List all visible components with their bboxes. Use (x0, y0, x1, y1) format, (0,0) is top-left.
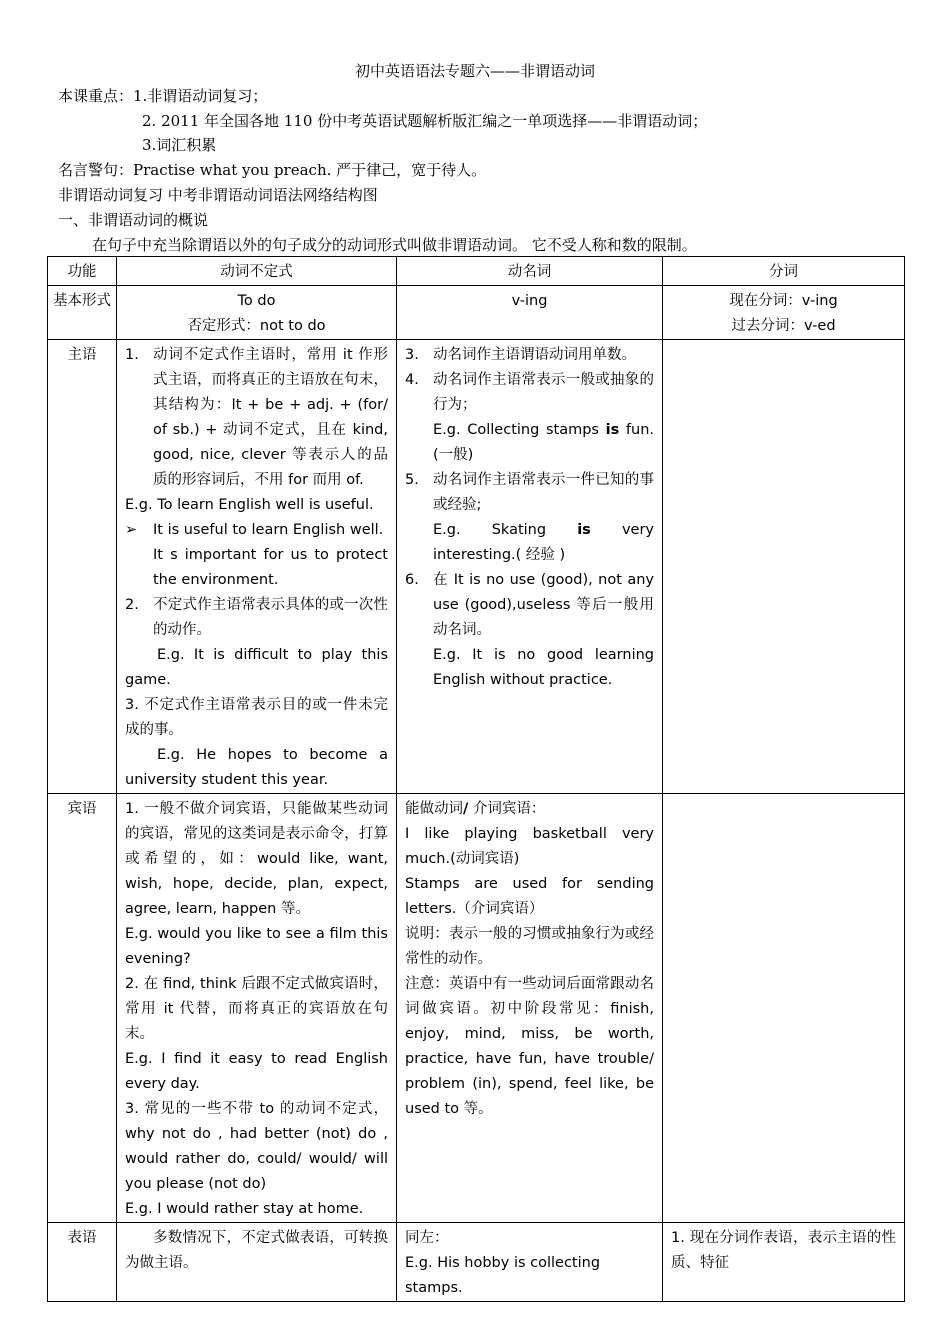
example-text: E.g. Collecting stamps (433, 422, 606, 438)
basic-infinitive-form: To do (237, 293, 276, 309)
list-text (405, 797, 654, 822)
list-number: 4. (405, 372, 419, 388)
object-participle-cell (663, 794, 905, 1223)
object-gerund-cell (397, 794, 663, 1223)
list-item (125, 343, 388, 493)
predicative-gerund-cell (397, 1223, 663, 1302)
example-sentence: E.g. To learn English well is useful. (125, 497, 374, 513)
header-function: 功能 (48, 257, 117, 286)
object-infinitive-cell (117, 794, 397, 1223)
table-row-predicative (48, 1223, 905, 1302)
note-text: 注意：英语中有一些动词后面常跟动名词做宾语。初中阶段常见：finish, enjoy, mind, miss, be worth, practice, have fun, have trouble/ problem (in), spend, feel like, be used to 等。 (405, 976, 654, 1117)
motto: 名言警句：Practise what you preach. 严于律己，宽于待人。 (58, 161, 487, 179)
example-sentence: I like playing basketball very much.(动词宾语) (405, 826, 654, 867)
predicative-infinitive-cell: 多数情况下，不定式做表语，可转换为做主语。 (117, 1223, 397, 1302)
lesson-focus-2: 2. 2011 年全国各地 110 份中考英语试题解析版汇编之一单项选择——非谓语动词； (142, 112, 708, 130)
object-heading-text: 能做动词 (405, 801, 463, 817)
list-text: 3. 不定式作主语常表示目的或一件未完成的事。 (125, 697, 388, 738)
list-text: 动名词作主语常表示一般或抽象的行为； (433, 372, 654, 413)
table-row-basic-form (48, 286, 905, 340)
example-sentence: E.g. would you like to see a film this evening? (125, 926, 388, 967)
example-sentence: E.g. I find it easy to read English every day. (125, 1051, 388, 1092)
row-label-subject: 主语 (48, 340, 117, 794)
header-infinitive: 动词不定式 (117, 257, 397, 286)
list-number: 3. (405, 347, 419, 363)
section-heading: 一、非谓语动词的概说 (58, 211, 209, 229)
example-sentence: E.g. His hobby is collecting stamps. (405, 1255, 601, 1296)
list-number: 2. (125, 597, 139, 613)
basic-participle-cell (663, 286, 905, 340)
example-sentence: E.g. It is no good learning English without practice. (433, 647, 654, 688)
basic-infinitive-cell (117, 286, 397, 340)
subject-gerund-cell (397, 340, 663, 794)
list-text: 不定式作主语常表示具体的或一次性的动作。 (153, 597, 388, 638)
lesson-focus-1: 本课重点：1.非谓语动词复习； (58, 87, 268, 105)
example-sentence: Stamps are used for sending letters.（介词宾语） (405, 876, 654, 917)
example-sentence (405, 518, 654, 568)
table-header-row (48, 257, 905, 286)
list-item (405, 343, 654, 368)
list-text: 动名词作主语常表示一件已知的事或经验; (433, 472, 654, 513)
list-text: 2. 在 find, think 后跟不定式做宾语时，常用 it 代替，而将真正的宾语放在句末。 (125, 976, 388, 1042)
row-label-basic-form: 基本形式 (48, 286, 117, 340)
example-sentence: E.g. He hopes to become a university student this year. (125, 747, 388, 788)
example-sentence: E.g. I would rather stay at home. (125, 1201, 364, 1217)
list-text: 同左： (405, 1230, 449, 1246)
arrow-bullet-icon: ➢ (125, 522, 138, 538)
basic-past-participle: 过去分词：v-ed (731, 318, 836, 334)
list-item (405, 568, 654, 643)
list-number: 1. (125, 347, 139, 363)
basic-gerund-form: v-ing (397, 286, 663, 340)
example-sentence: E.g. It is difficult to play this game. (125, 647, 388, 688)
subject-infinitive-cell (117, 340, 397, 794)
list-text: 1. 一般不做介词宾语，只能做某些动词的宾语，常见的这类词是表示命令，打算或希望的，如：would like, want, wish, hope, decide, plan, expect, agree, learn, happen 等。 (125, 801, 388, 917)
table-row-subject (48, 340, 905, 794)
list-text: 在 It is no use (good), not any use (good),useless 等后一般用动名词。 (433, 572, 654, 638)
example-sentence (405, 418, 654, 468)
list-item (405, 368, 654, 418)
example-text: fun.(一般) (433, 422, 655, 463)
list-text: 动名词作主语谓语动词用单数。 (433, 347, 636, 363)
header-participle: 分词 (663, 257, 905, 286)
bold-verb: is (605, 422, 620, 438)
row-label-object: 宾语 (48, 794, 117, 1223)
list-text: 3. 常见的一些不带 to 的动词不定式，why not do , had better (not) do , would rather do, could/ would/ will you please (not do) (125, 1101, 388, 1192)
subject-participle-cell (663, 340, 905, 794)
list-number: 5. (405, 472, 419, 488)
document-title: 初中英语语法专题六——非谓语动词 (354, 62, 595, 80)
note-text: 说明：表示一般的习惯或抽象行为或经常性的动作。 (405, 926, 654, 967)
header-gerund: 动名词 (397, 257, 663, 286)
predicative-participle-cell: 1. 现在分词作表语，表示主语的性质、特征 (663, 1223, 905, 1302)
list-item (125, 593, 388, 643)
basic-present-participle: 现在分词：v-ing (729, 293, 838, 309)
list-item (405, 468, 654, 518)
grammar-table (47, 256, 905, 1302)
list-number: 6. (405, 572, 419, 588)
object-heading-text: 介词宾语： (468, 801, 546, 817)
basic-infinitive-negative: 否定形式：not to do (187, 318, 326, 334)
list-text: It is useful to learn English well. (153, 522, 384, 538)
table-row-object (48, 794, 905, 1223)
review-heading: 非谓语动词复习 中考非谓语动词语法网络结构图 (58, 186, 378, 204)
lesson-focus-3: 3.词汇积累 (142, 136, 217, 154)
row-label-predicative: 表语 (48, 1223, 117, 1302)
example-sentence: It s important for us to protect the environment. (153, 547, 388, 588)
list-text: 动词不定式作主语时，常用 it 作形式主语，而将真正的主语放在句末，其结构为：It + be + adj. + (for/ of sb.) + 动词不定式，且在 kind, good, nice, clever 等表示人的品质的形容词后，不用 for 而用 of. (153, 347, 388, 488)
list-item (125, 518, 388, 543)
bold-verb: is (577, 522, 591, 538)
example-text: E.g. Skating (433, 522, 578, 538)
example-text: very interesting.( 经验 ) (433, 522, 654, 563)
slash: / (463, 801, 469, 817)
definition-text: 在句子中充当除谓语以外的句子成分的动词形式叫做非谓语动词。 它不受人称和数的限制。 (92, 236, 697, 254)
